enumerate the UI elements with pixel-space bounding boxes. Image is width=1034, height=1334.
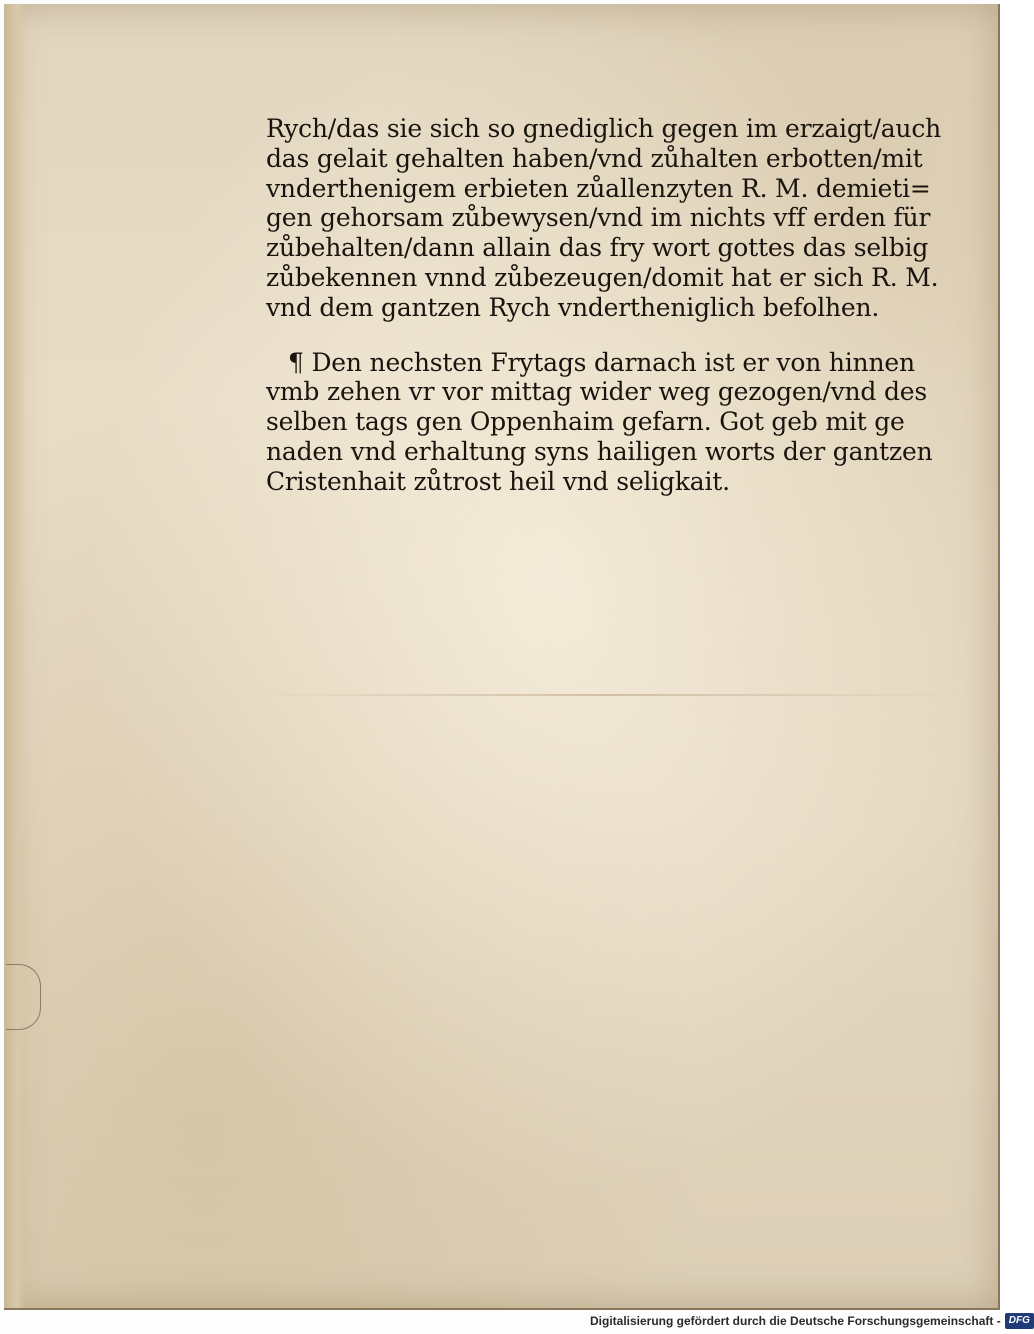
- text-line: naden vnd erhaltung syns hailigen worts der gantzen: [266, 436, 933, 466]
- printed-text-block: [266, 114, 942, 497]
- text-line: vnderthenigem erbieten zůallenzyten R. M. demieti=: [266, 173, 931, 203]
- digitization-credit: [590, 1310, 1034, 1332]
- text-line: zůbekennen vnnd zůbezeugen/domit hat er sich R. M.: [266, 262, 939, 292]
- paragraph-1: [266, 114, 942, 323]
- page-left-edge: [4, 4, 26, 1308]
- paper-page: [4, 4, 1000, 1310]
- text-line: das gelait gehalten haben/vnd zůhalten erbotten/mit: [266, 143, 923, 173]
- text-line: vnd dem gantzen Rych vndertheniglich befolhen.: [266, 292, 880, 322]
- text-line: Rych/das sie sich so gnediglich gegen im erzaigt/auch: [266, 114, 942, 143]
- paragraph-2: [266, 347, 933, 497]
- text-line: gen gehorsam zůbewysen/vnd im nichts vff erden für: [266, 203, 931, 233]
- dfg-logo: DFG: [1005, 1313, 1034, 1329]
- text-line: selben tags gen Oppenhaim gefarn. Got geb mit ge: [266, 407, 905, 437]
- credit-text: Digitalisierung gefördert durch die Deutsche Forschungsgemeinschaft -: [590, 1314, 1001, 1328]
- page-fold-crease: [254, 694, 954, 696]
- text-line: Cristenhait zůtrost heil vnd seligkait.: [266, 466, 730, 496]
- text-line: vmb zehen vr vor mittag wider weg gezogen/vnd des: [266, 377, 928, 407]
- text-line: zůbehalten/dann allain das fry wort gottes das selbig: [266, 233, 929, 263]
- text-line: ¶ Den nechsten Frytags darnach ist er von hinnen: [288, 347, 915, 377]
- binding-thread: [6, 964, 41, 1030]
